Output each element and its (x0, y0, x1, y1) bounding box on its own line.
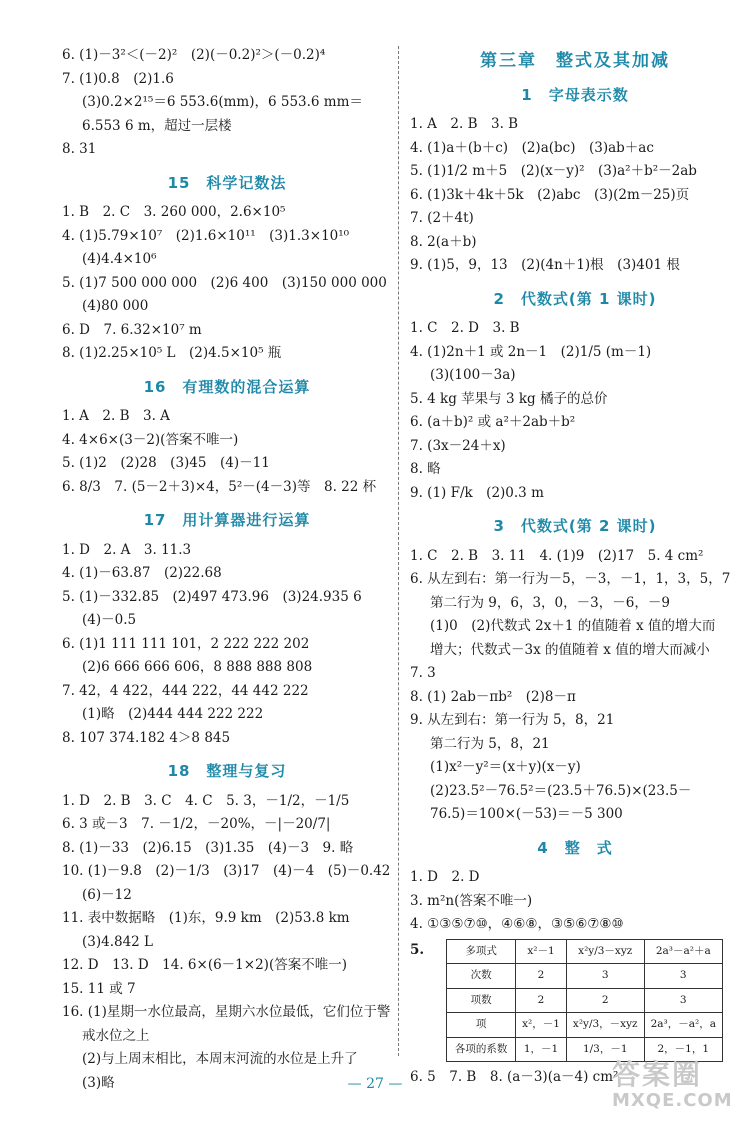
section-heading: 16 有理数的混合运算 (143, 377, 311, 396)
answer-line: 9. (1)5，9，13 (2)(4n＋1)根 (3)401 根 (410, 257, 680, 273)
answer-line: 15. 11 或 7 (62, 980, 136, 997)
answer-line: 4. (1)a＋(b＋c) (2)a(bc) (3)ab＋ac (410, 139, 654, 156)
answer-line: 5. (1)1/2 m＋5 (2)(x－y)² (3)a²＋b²－2ab (410, 163, 697, 179)
answer-line: 4. (1)5.79×10⁷ (2)1.6×10¹¹ (3)1.3×10¹⁰ (62, 227, 350, 244)
chapter-heading: 第三章 整式及其加减 (480, 51, 670, 71)
answer-line: 8. 31 (62, 141, 97, 157)
answer-line: 戒水位之上 (82, 1027, 150, 1044)
answer-line: 1. B 2. C 3. 260 000，2.6×10⁵ (62, 204, 286, 220)
answer-line: 6. 5 7. B 8. (a－3)(a－4) cm² (410, 1069, 619, 1085)
right-column (410, 44, 740, 1090)
answer-line: 增大；代数式－3x 的值随着 x 值的增大而减小 (430, 641, 710, 658)
polynomial-table (446, 939, 723, 1063)
table-cell: 多项式 (447, 939, 516, 964)
table-row (447, 964, 723, 989)
answer-line: 6. D 7. 6.32×10⁷ m (62, 321, 202, 338)
answer-line: 5. 4 kg 苹果与 3 kg 橘子的总价 (410, 390, 608, 407)
table-cell: 3 (566, 964, 644, 989)
table-cell: 2 (516, 988, 567, 1013)
answer-line: 7. (2＋4t) (410, 210, 474, 226)
answer-line: 4. 4×6×(3－2)(答案不唯一) (62, 431, 239, 448)
table-cell: 2a³－a²＋a (644, 939, 722, 964)
answer-line: (2)6 666 666 606，8 888 888 808 (82, 659, 313, 675)
answer-line: (6)－12 (82, 886, 132, 903)
section-heading: 18 整理与复习 (167, 762, 287, 780)
answer-line: 11. 表中数据略 (1)东，9.9 km (2)53.8 km (62, 910, 350, 926)
table-cell: 3 (644, 988, 722, 1013)
answer-line: 6. 从左到右：第一行为－5，－3，－1，1，3，5，7 (410, 571, 731, 587)
answer-line: 6. (1)－3²＜(－2)² (2)(－0.2)²＞(－0.2)⁴ (62, 47, 326, 63)
answer-line: 12. D 13. D 14. 6×(6－1×2)(答案不唯一) (62, 957, 347, 973)
answer-line: 3. m²n(答案不唯一) (410, 892, 533, 909)
table-row (447, 1013, 723, 1038)
table-cell: 1/3，－1 (566, 1037, 644, 1062)
left-column (62, 44, 392, 1095)
table-label: 5. (410, 941, 425, 958)
answer-line: (1)略 (2)444 444 222 222 (82, 706, 264, 722)
table-cell: 2 (566, 988, 644, 1013)
answer-line: 1. A 2. B 3. A (62, 408, 170, 424)
table-cell: 项 (447, 1013, 516, 1038)
answer-line: 7. (3x－24＋x) (410, 437, 506, 454)
section-heading: 15 科学记数法 (167, 173, 287, 192)
table-cell: 3 (644, 964, 722, 989)
answer-line: 8. 107 374.182 4＞8 845 (62, 729, 231, 746)
section-heading: 3 代数式(第 2 课时) (493, 517, 657, 535)
answer-line: 6. (1)1 111 111 101，2 222 222 202 (62, 635, 310, 652)
section-heading: 17 用计算器进行运算 (143, 511, 311, 529)
answer-line: 5. (1)2 (2)28 (3)45 (4)－11 (62, 455, 270, 471)
table-cell: x²，－1 (516, 1013, 567, 1038)
table-row (447, 988, 723, 1013)
answer-line: 1. D 2. B 3. C 4. C 5. 3，－1/2，－1/5 (62, 792, 350, 809)
answer-line: 8. (1) 2ab－πb² (2)8－π (410, 688, 576, 705)
answer-line: (2)与上周末相比，本周末河流的水位是上升了 (82, 1051, 358, 1067)
answer-line: 9. (1) F/k (2)0.3 m (410, 484, 544, 501)
table-cell: 次数 (447, 964, 516, 989)
answer-line: 6. (a＋b)² 或 a²＋2ab＋b² (410, 414, 576, 430)
answer-line: (3)0.2×2¹⁵＝6 553.6(mm)，6 553.6 mm＝ (82, 94, 363, 110)
table-cell: 2 (516, 964, 567, 989)
watermark-url: MXQE.COM (612, 1090, 733, 1111)
answer-line: (3)(100－3a) (430, 367, 516, 383)
answer-line: 6. 8/3 7. (5－2＋3)×4，5²－(4－3)等 8. 22 杯 (62, 478, 377, 495)
answer-line: 10. (1)－9.8 (2)－1/3 (3)17 (4)－4 (5)－0.42 (62, 863, 391, 879)
table-cell: 2a³，－a²，a (644, 1013, 722, 1038)
answer-line: 6. (1)3k＋4k＋5k (2)abc (3)(2m－25)页 (410, 186, 690, 203)
watermark-logo (612, 1060, 742, 1118)
answer-line: 第二行为 9，6，3，0，－3，－6，－9 (430, 594, 670, 611)
table-cell: x²y/3，－xyz (566, 1013, 644, 1038)
answer-line: 8. 2(a＋b) (410, 233, 477, 250)
answer-line: 8. 略 (410, 461, 441, 477)
answer-table-block (410, 939, 740, 1063)
answer-line: 5. (1)7 500 000 000 (2)6 400 (3)150 000 000 (62, 274, 387, 291)
answer-line: 16. (1)星期一水位最高，星期六水位最低，它们位于警 (62, 1004, 391, 1020)
answer-line: (4)－0.5 (82, 612, 137, 628)
answer-line: 8. (1)2.25×10⁵ L (2)4.5×10⁵ 瓶 (62, 345, 282, 361)
answer-line: 4. (1)2n＋1 或 2n－1 (2)1/5 (m－1) (410, 343, 652, 360)
answer-line: 4. (1)－63.87 (2)22.68 (62, 565, 222, 581)
answer-line: 7. 3 (410, 665, 436, 681)
answer-line: 1. C 2. B 3. 11 4. (1)9 (2)17 5. 4 cm² (410, 547, 704, 564)
answer-line: (1)0 (2)代数式 2x＋1 的值随着 x 值的增大而 (430, 618, 716, 634)
watermark-text: 答案圈 (612, 1058, 703, 1091)
answer-line: 1. A 2. B 3. B (410, 116, 519, 132)
table-cell: 2，－1，1 (644, 1037, 722, 1062)
answer-line: 76.5)＝100×(－53)＝－5 300 (430, 806, 623, 822)
answer-line: (4)4.4×10⁶ (82, 251, 157, 267)
answer-line: 1. D 2. D (410, 869, 480, 885)
answer-line: (3)4.842 L (82, 933, 154, 950)
answer-line: 8. (1)－33 (2)6.15 (3)1.35 (4)－3 9. 略 (62, 839, 354, 856)
table-cell: x²y/3－xyz (566, 939, 644, 964)
section-heading: 2 代数式(第 1 课时) (493, 289, 657, 308)
table-cell: 项数 (447, 988, 516, 1013)
section-heading: 1 字母表示数 (521, 85, 629, 104)
section-heading: 4 整 式 (537, 838, 613, 857)
answer-line: 5. (1)－332.85 (2)497 473.96 (3)24.935 6 (62, 588, 362, 605)
answer-line: 第二行为 5，8，21 (430, 735, 550, 752)
table-row (447, 939, 723, 964)
table-cell: x²－1 (516, 939, 567, 964)
answer-line: 1. C 2. D 3. B (410, 320, 520, 336)
table-cell: 1，－1 (516, 1037, 567, 1062)
answer-line: 7. 42，4 422，444 222，44 442 222 (62, 682, 309, 699)
answer-line: (1)x²－y²＝(x＋y)(x－y) (430, 759, 581, 775)
answer-line: (3)略 (82, 1074, 115, 1091)
answer-line: 6. 3 或－3 7. －1/2，－20%，－|－20/7| (62, 816, 331, 832)
answer-line: 7. (1)0.8 (2)1.6 (62, 70, 174, 87)
answer-line: 6.553 6 m，超过一层楼 (82, 117, 232, 134)
answer-line: 4. ①③⑤⑦⑩，④⑥⑧，③⑤⑥⑦⑧⑩ (410, 916, 624, 932)
table-cell: 各项的系数 (447, 1037, 516, 1062)
answer-line: (2)23.5²－76.5²＝(23.5＋76.5)×(23.5－ (430, 782, 692, 799)
answer-line: 1. D 2. A 3. 11.3 (62, 541, 192, 558)
answer-line: 9. 从左到右：第一行为 5，8，21 (410, 712, 615, 728)
page-number: — 27 — (347, 1076, 403, 1092)
column-divider (398, 46, 399, 1056)
answer-line: (4)80 000 (82, 298, 149, 314)
